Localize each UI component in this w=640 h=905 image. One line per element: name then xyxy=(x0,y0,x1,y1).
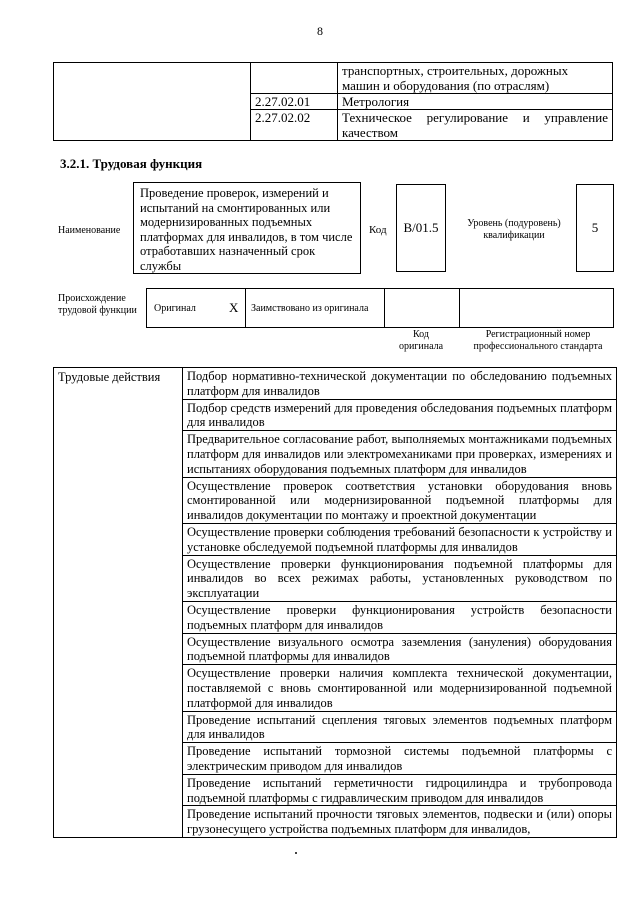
origin-box xyxy=(146,288,614,328)
labor-action-item: Подбор нормативно-технической документации по обследованию подъемных платформ для инвалидов xyxy=(183,368,617,400)
original-label: Оригинал xyxy=(154,303,196,314)
table-cell-code xyxy=(251,63,338,94)
table-cell-code: 2.27.02.01 xyxy=(251,94,338,110)
borrowed-label: Заимствовано из оригинала xyxy=(251,303,369,314)
code-label: Код xyxy=(369,224,387,236)
name-label: Наименование xyxy=(58,225,121,236)
function-name-box xyxy=(133,182,361,274)
labor-action-item: Осуществление проверки функционирования устройств безопасности подъемных платформ для инвалидов xyxy=(183,601,617,633)
function-code: B/01.5 xyxy=(403,220,439,235)
labor-action-item: Проведение испытаний прочности тяговых элементов, подвески и (или) опоры грузонесущего устройства подъемных платформ для инвалидов, xyxy=(183,806,617,838)
labor-action-item: Осуществление проверок соответствия установки оборудования вновь смонтированной или модернизированной подъемной платформы для инвалидов документации по монтажу и проектной документации xyxy=(183,477,617,523)
code-original-caption: Код оригинала xyxy=(398,329,444,352)
labor-action-item: Проведение испытаний сцепления тяговых элементов подъемных платформ для инвалидов xyxy=(183,711,617,743)
education-table xyxy=(53,62,613,141)
origin-divider xyxy=(459,288,460,328)
labor-action-item: Осуществление проверки функционирования подъемной платформы для инвалидов во всех режимах работы, установленных руководством по эксплуатации xyxy=(183,555,617,601)
level-label: Уровень (подуровень) квалификации xyxy=(467,218,561,241)
labor-actions-table xyxy=(53,367,617,838)
labor-action-item: Осуществление визуального осмотра заземления (зануления) оборудования подъемной платформы для инвалидов xyxy=(183,633,617,665)
origin-divider xyxy=(384,288,385,328)
function-code-box xyxy=(396,184,446,272)
labor-action-item: Предварительное согласование работ, выполняемых монтажниками подъемных платформ для инвалидов или электромеханиками при проверках, измерениях и испытаниях оборудования подъемных платформ для инвалидов xyxy=(183,431,617,477)
table-row xyxy=(54,63,613,94)
table-cell-empty xyxy=(54,63,251,141)
labor-action-item: Проведение испытаний тормозной системы подъемной платформы с электрическим приводом для инвалидов xyxy=(183,743,617,775)
table-cell-code: 2.27.02.02 xyxy=(251,110,338,141)
page-number: 8 xyxy=(317,24,323,38)
registration-caption: Регистрационный номер профессионального стандарта xyxy=(473,329,603,352)
origin-divider xyxy=(245,288,246,328)
scan-dot xyxy=(295,852,297,854)
section-title: 3.2.1. Трудовая функция xyxy=(60,156,203,171)
table-cell-text: транспортных, строительных, дорожных машин и оборудования (по отраслям) xyxy=(338,63,613,94)
labor-actions-label: Трудовые действия xyxy=(54,368,183,838)
labor-action-item: Подбор средств измерений для проведения обследования подъемных платформ для инвалидов xyxy=(183,399,617,431)
level-value: 5 xyxy=(591,220,599,235)
labor-action-item: Осуществление проверки наличия комплекта технической документации, поставляемой с вновь смонтированной или модернизированной подъемной платформой для инвалидов xyxy=(183,665,617,711)
level-box xyxy=(576,184,614,272)
table-cell-text: Метрология xyxy=(338,94,613,110)
table-row xyxy=(54,368,617,400)
function-name: Проведение проверок, измерений и испытаний на смонтированных или модернизированных подъемных платформах для инвалидов, в том числе отработавших назначенный срок службы xyxy=(140,186,353,273)
labor-action-item: Проведение испытаний герметичности гидроцилиндра и трубопровода подъемной платформы с гидравлическим приводом для инвалидов xyxy=(183,774,617,806)
table-cell-text: Техническое регулирование и управление качеством xyxy=(338,110,613,141)
origin-label: Происхождение трудовой функции xyxy=(58,293,137,316)
labor-action-item: Осуществление проверки соблюдения требований безопасности к устройству и установке обследуемой подъемной платформы для инвалидов xyxy=(183,523,617,555)
original-mark: X xyxy=(229,300,239,315)
